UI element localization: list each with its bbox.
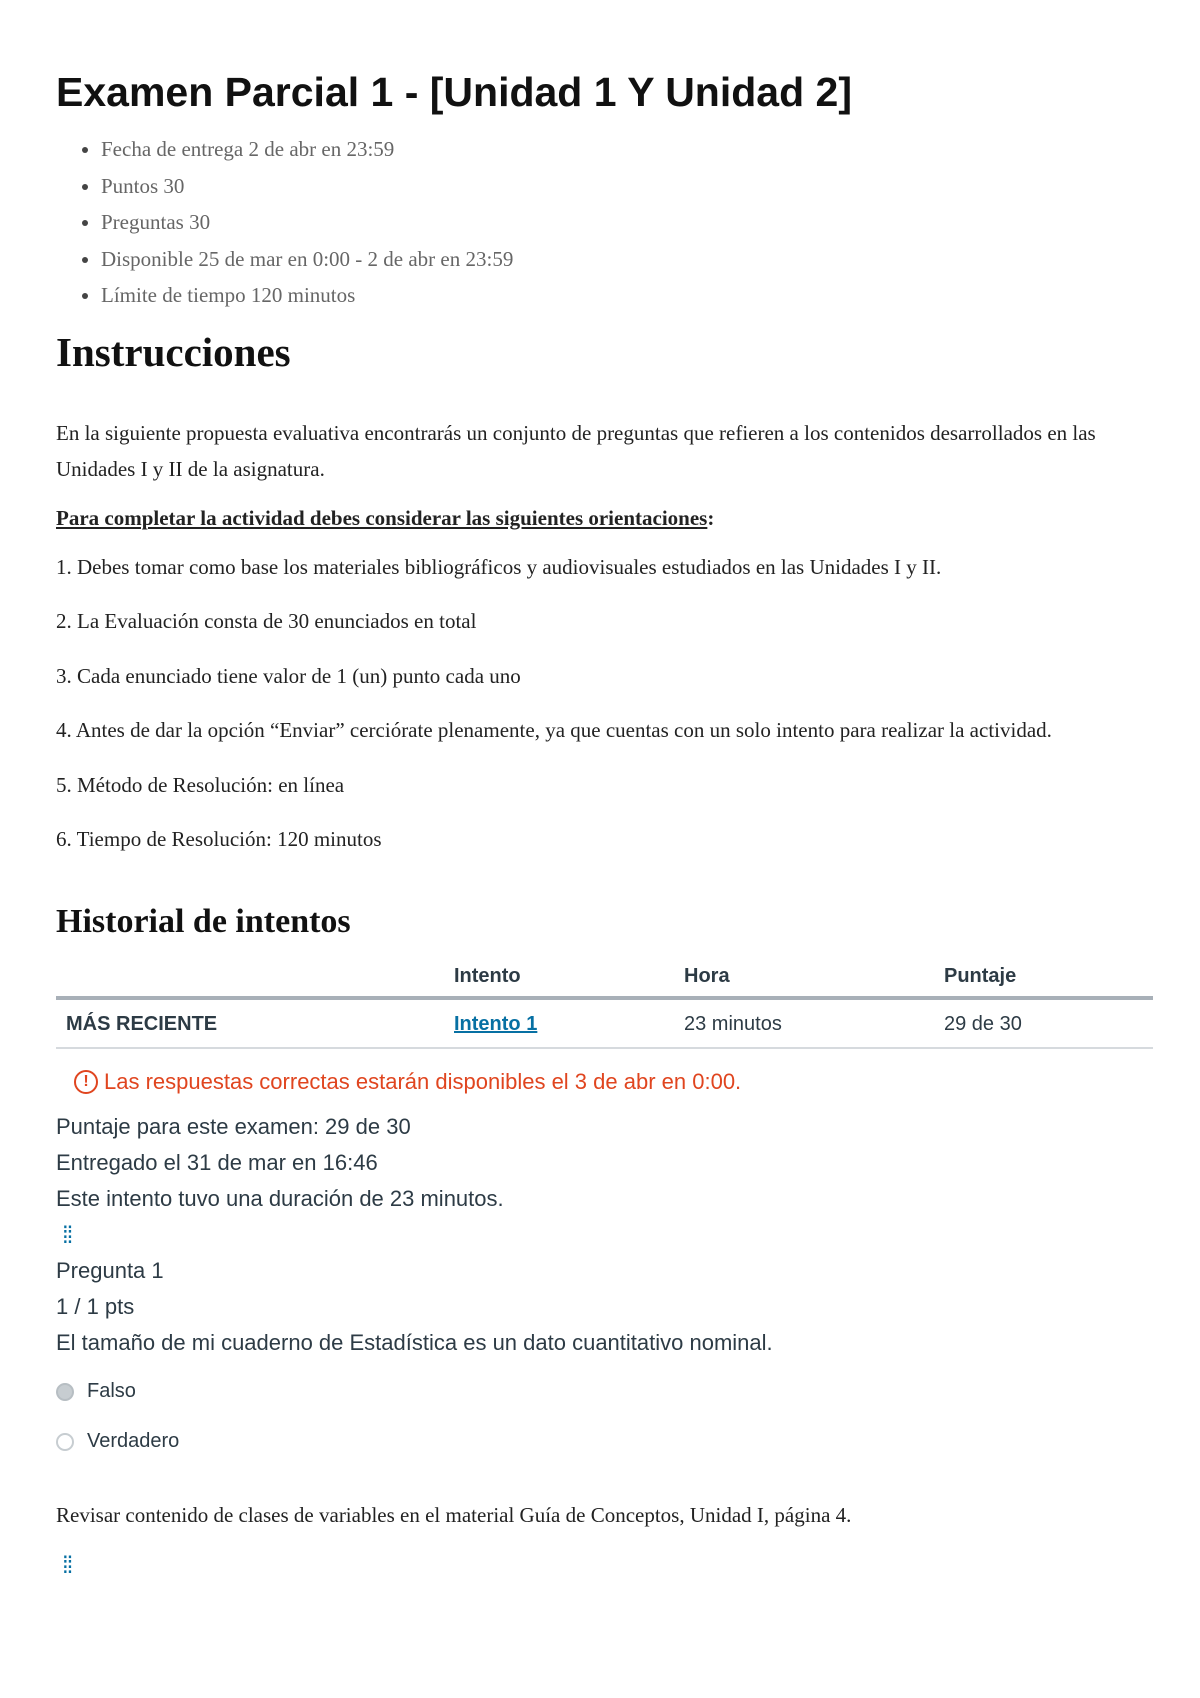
instructions-heading: Instrucciones (56, 328, 291, 375)
attempts-table (56, 965, 1153, 1049)
attempt-link[interactable]: Intento 1 (454, 1012, 538, 1035)
score-cell: 29 de 30 (934, 998, 1153, 1048)
page-title: Examen Parcial 1 - [Unidad 1 Y Unidad 2] (56, 69, 852, 115)
column-header-attempt: Intento (444, 965, 674, 998)
orientations-colon: : (707, 505, 715, 530)
step-item: 5. Método de Resolución: en línea (56, 772, 345, 797)
question-count: • Preguntas 30 (101, 204, 1144, 241)
attempt-cell (444, 998, 674, 1048)
question-name: Pregunta 1 (56, 1257, 164, 1283)
score-text: Puntaje para este examen: 29 de 30 (56, 1113, 411, 1139)
table-row (56, 998, 1153, 1048)
history-heading: Historial de intentos (56, 902, 351, 940)
drag-handle-icon[interactable]: ⁞⁞ (62, 1551, 72, 1579)
attempt-summary (56, 1109, 1144, 1217)
step-item: 3. Cada enunciado tiene valor de 1 (un) punto cada uno (56, 663, 521, 688)
orientations-label-text: Para completar la actividad debes considerar las siguientes orientaciones (56, 505, 708, 530)
warning-text: Las respuestas correctas estarán disponibles el 3 de abr en 0:00. (104, 1068, 742, 1094)
column-header-label (56, 965, 444, 998)
warning-circle-icon: ! (74, 1070, 98, 1094)
availability: • Disponible 25 de mar en 0:00 - 2 de abr en 23:59 (101, 241, 1144, 278)
answer-option-falso[interactable] (56, 1373, 1144, 1411)
time-cell: 23 minutos (674, 998, 934, 1048)
question-points: 1 / 1 pts (56, 1293, 135, 1319)
quiz-details (56, 131, 1144, 314)
due-date: • Fecha de entrega 2 de abr en 23:59 (101, 131, 1144, 168)
instructions-intro: En la siguiente propuesta evaluativa encontrarás un conjunto de preguntas que refieren a los contenidos desarrollados en las Unidades I y II de la asignatura. (56, 420, 1096, 482)
time-limit: • Límite de tiempo 120 minutos (101, 277, 1144, 314)
drag-handle-icon[interactable]: ⁞⁞ (62, 1221, 72, 1249)
step-item: 6. Tiempo de Resolución: 120 minutos (56, 827, 382, 852)
question-feedback: Revisar contenido de clases de variables en el material Guía de Conceptos, Unidad I, página 4. (56, 1502, 852, 1527)
column-header-time: Hora (674, 965, 934, 998)
radio-selected-icon[interactable] (56, 1383, 74, 1401)
option-label: Verdadero (87, 1430, 180, 1453)
table-header-row (56, 965, 1153, 998)
submitted-text: Entregado el 31 de mar en 16:46 (56, 1149, 378, 1175)
question-text: El tamaño de mi cuaderno de Estadística es un dato cuantitativo nominal. (56, 1329, 773, 1355)
option-label: Falso (87, 1380, 136, 1403)
answers-warning (74, 1069, 1144, 1095)
column-header-score: Puntaje (934, 965, 1153, 998)
step-item: 1. Debes tomar como base los materiales bibliográficos y audiovisuales estudiados en las Unidades I y II. (56, 554, 942, 579)
question-block (56, 1253, 1144, 1461)
points-total: • Puntos 30 (101, 168, 1144, 205)
answer-option-verdadero[interactable] (56, 1423, 1144, 1461)
orientations-label (56, 506, 1144, 531)
duration-text: Este intento tuvo una duración de 23 minutos. (56, 1185, 504, 1211)
step-item: 4. Antes de dar la opción “Enviar” cerciórate plenamente, ya que cuentas con un solo intento para realizar la actividad. (56, 718, 1052, 743)
step-item: 2. La Evaluación consta de 30 enunciados en total (56, 609, 477, 634)
instructions-steps (56, 549, 1144, 858)
row-label: MÁS RECIENTE (56, 998, 444, 1048)
radio-unselected-icon[interactable] (56, 1433, 74, 1451)
